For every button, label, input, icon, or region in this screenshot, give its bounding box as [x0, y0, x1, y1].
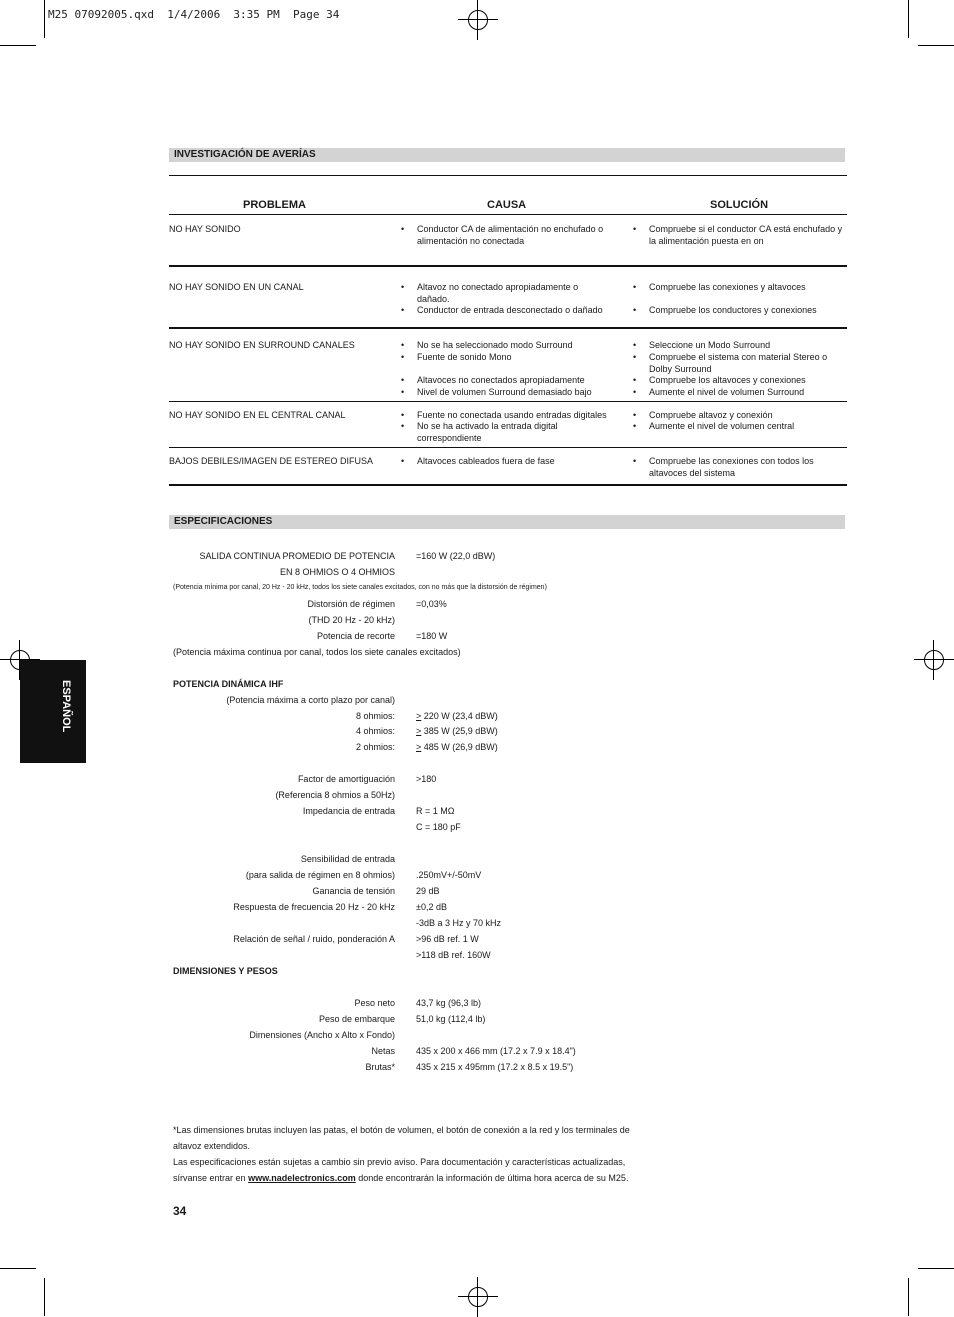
- spec-subheading: DIMENSIONES Y PESOS: [173, 966, 278, 976]
- table-row-problem: NO HAY SONIDO EN UN CANAL: [169, 282, 304, 292]
- table-header-rule: [169, 214, 847, 215]
- spec-label: Distorsión de régimen: [307, 599, 395, 609]
- value-text: 220 W (23,4 dBW): [421, 711, 498, 721]
- cause-item: • Conductor de entrada desconectado o dañado: [417, 304, 617, 316]
- column-header-cause: CAUSA: [487, 199, 527, 211]
- cause-item: • No se ha activado la entrada digital correspondiente: [417, 420, 587, 444]
- spec-value: =160 W (22,0 dBW): [416, 551, 496, 561]
- spec-label: Relación de señal / ruido, ponderación A: [233, 934, 395, 944]
- crop-mark: [908, 0, 909, 38]
- spec-label: SALIDA CONTINUA PROMEDIO DE POTENCIA: [199, 551, 395, 561]
- spec-label: (THD 20 Hz - 20 kHz): [308, 615, 395, 625]
- spec-value: =180 W: [416, 631, 448, 641]
- crop-mark: [44, 1278, 45, 1316]
- language-side-tab: [20, 660, 86, 763]
- crop-mark: [918, 1268, 954, 1269]
- solution-item: • Aumente el nivel de volumen Surround: [649, 386, 839, 398]
- column-header-problem: PROBLEMA: [243, 199, 306, 211]
- column-header-solution: SOLUCIÓN: [710, 199, 769, 211]
- footnote-disclaimer: [173, 1154, 653, 1186]
- spec-value: >118 dB ref. 160W: [416, 950, 491, 960]
- spec-label: (para salida de régimen en 8 ohmios): [245, 870, 395, 880]
- solution-item: • Seleccione un Modo Surround: [649, 339, 839, 351]
- cause-item: • Conductor CA de alimentación no enchufado o alimentación no conectada: [417, 223, 617, 247]
- value-text: 385 W (25,9 dBW): [421, 726, 498, 736]
- spec-label: Impedancia de entrada: [302, 806, 395, 816]
- cause-item: • Altavoz no conectado apropiadamente o dañado.: [417, 281, 597, 305]
- spec-value: 51,0 kg (112,4 lb): [416, 1014, 486, 1024]
- disclaimer-text-end: donde encontrarán la información de última hora acerca de su M25.: [358, 1173, 629, 1183]
- spec-label: (Referencia 8 ohmios a 50Hz): [275, 790, 395, 800]
- spec-label: 8 ohmios:: [355, 711, 395, 721]
- solution-item: • Compruebe si el conductor CA está enchufado y la alimentación puesta en on: [649, 223, 847, 247]
- spec-value: 435 x 215 x 495mm (17.2 x 8.5 x 19.5"): [416, 1062, 574, 1072]
- spec-label: Peso de embarque: [318, 1014, 395, 1024]
- spec-value: 43,7 kg (96,3 lb): [416, 998, 482, 1008]
- table-row-rule: [169, 327, 847, 329]
- language-label: ESPAÑOL: [60, 680, 72, 733]
- spec-value: -3dB a 3 Hz y 70 kHz: [416, 918, 502, 928]
- section-header-specifications: [169, 515, 845, 529]
- registration-mark-right: [914, 640, 954, 680]
- crop-mark: [0, 45, 36, 46]
- disclaimer-text: Las especificaciones están sujetas a cambio sin previo aviso. Para documentación y características actualizadas, sírvanse entrar en: [173, 1157, 626, 1183]
- cause-item: • Altavoces cableados fuera de fase: [417, 455, 617, 467]
- website-link[interactable]: www.nadelectronics.com: [248, 1173, 356, 1183]
- table-row-problem: NO HAY SONIDO EN EL CENTRAL CANAL: [169, 410, 346, 420]
- solution-item: • Compruebe los conductores y conexiones: [649, 304, 847, 316]
- crop-mark: [44, 0, 45, 38]
- spec-value: [416, 726, 498, 736]
- section-header-troubleshooting: [169, 148, 845, 162]
- page-number: 34: [173, 1204, 187, 1218]
- spec-subheading: POTENCIA DINÁMICA IHF: [173, 679, 284, 689]
- spec-label: 4 ohmios:: [355, 726, 395, 736]
- solution-item: • Compruebe el sistema con material Stereo o Dolby Surround: [649, 351, 839, 375]
- spec-label: Dimensiones (Ancho x Alto x Fondo): [249, 1030, 395, 1040]
- registration-mark-top: [458, 0, 498, 40]
- registration-mark-bottom: [458, 1277, 498, 1317]
- geq-symbol: >: [416, 711, 422, 721]
- cause-item: • Nivel de volumen Surround demasiado bajo: [417, 386, 617, 398]
- value-text: 485 W (26,9 dBW): [421, 742, 498, 752]
- solution-item: • Compruebe los altavoces y conexiones: [649, 374, 839, 386]
- cause-item: • Altavoces no conectados apropiadamente: [417, 374, 617, 386]
- spec-note: (Potencia máxima continua por canal, todos los siete canales excitados): [173, 647, 461, 657]
- solution-item: • Compruebe las conexiones con todos los altavoces del sistema: [649, 455, 839, 479]
- spec-label: Potencia de recorte: [316, 631, 395, 641]
- spec-value: [416, 711, 498, 721]
- section-title: ESPECIFICACIONES: [174, 516, 273, 527]
- table-row-problem: NO HAY SONIDO: [169, 224, 241, 234]
- footnote-dimensions: *Las dimensiones brutas incluyen las patas, el botón de volumen, el botón de conexión a la red y los terminales de altavoz extendidos.: [173, 1125, 630, 1151]
- cause-item: • Fuente de sonido Mono: [417, 351, 617, 363]
- table-top-rule: [169, 175, 847, 176]
- table-bottom-rule: [169, 484, 847, 486]
- geq-symbol: >: [416, 726, 422, 736]
- spec-value: ±0,2 dB: [416, 902, 447, 912]
- spec-label: Peso neto: [354, 998, 395, 1008]
- section-title: INVESTIGACIÓN DE AVERÍAS: [174, 149, 316, 160]
- solution-item: • Aumente el nivel de volumen central: [649, 420, 847, 432]
- spec-label: Factor de amortiguación: [297, 774, 395, 784]
- spec-value: >180: [416, 774, 437, 784]
- table-row-problem: BAJOS DEBILES/IMAGEN DE ESTEREO DIFUSA: [169, 456, 374, 466]
- crop-mark: [0, 1268, 36, 1269]
- spec-label: Brutas*: [365, 1062, 395, 1072]
- spec-label: Netas: [371, 1046, 395, 1056]
- solution-item: • Compruebe altavoz y conexión: [649, 409, 847, 421]
- geq-symbol: >: [416, 742, 422, 752]
- spec-label: 2 ohmios:: [355, 742, 395, 752]
- spec-value: C = 180 pF: [416, 822, 461, 832]
- spec-value: R = 1 MΩ: [416, 806, 455, 816]
- file-slug: M25 07092005.qxd 1/4/2006 3:35 PM Page 34: [48, 8, 340, 21]
- spec-value: 435 x 200 x 466 mm (17.2 x 7.9 x 18.4"): [416, 1046, 576, 1056]
- spec-label: Sensibilidad de entrada: [300, 854, 395, 864]
- crop-mark: [918, 45, 954, 46]
- spec-value: >96 dB ref. 1 W: [416, 934, 479, 944]
- table-row-problem: NO HAY SONIDO EN SURROUND CANALES: [169, 340, 355, 350]
- spec-note: (Potencia mínima por canal, 20 Hz - 20 kHz, todos los siete canales excitados, con no más que la distorsión de régimen): [173, 584, 547, 591]
- spec-label: EN 8 OHMIOS O 4 OHMIOS: [279, 567, 395, 577]
- crop-mark: [908, 1278, 909, 1316]
- cause-item: • Fuente no conectada usando entradas digitales: [417, 409, 617, 421]
- spec-label: (Potencia máxima a corto plazo por canal): [226, 695, 395, 705]
- table-row-rule: [169, 401, 847, 402]
- table-row-rule: [169, 447, 847, 448]
- spec-value: 29 dB: [416, 886, 440, 896]
- spec-value: .250mV+/-50mV: [416, 870, 482, 880]
- spec-value: =0,03%: [416, 599, 447, 609]
- spec-label: Respuesta de frecuencia 20 Hz - 20 kHz: [233, 902, 395, 912]
- solution-item: • Compruebe las conexiones y altavoces: [649, 281, 847, 293]
- spec-label: Ganancia de tensión: [312, 886, 395, 896]
- cause-item: • No se ha seleccionado modo Surround: [417, 339, 617, 351]
- table-row-rule: [169, 265, 847, 267]
- spec-value: [416, 742, 498, 752]
